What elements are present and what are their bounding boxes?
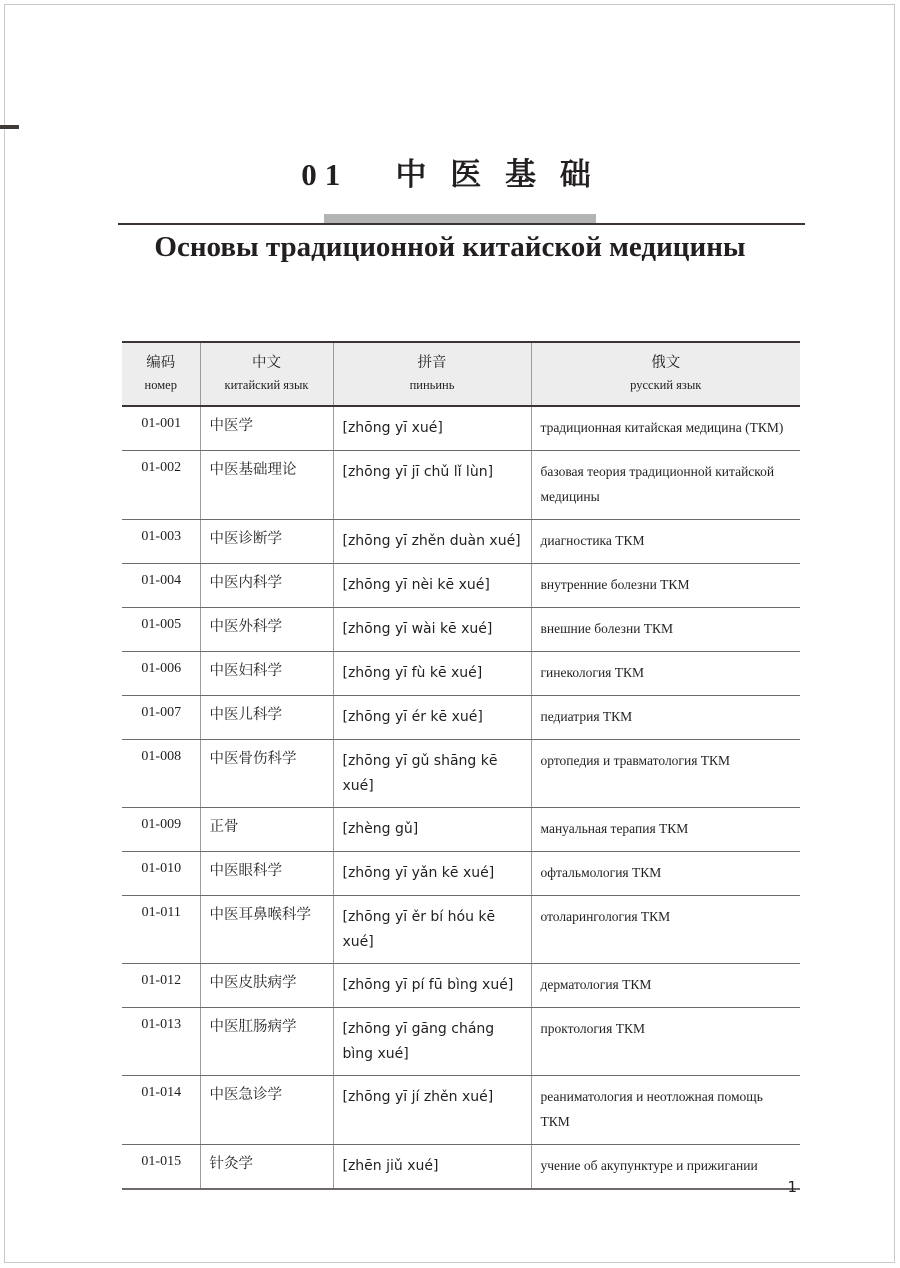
table-row bbox=[122, 1008, 800, 1076]
column-header-chinese-ru: китайский язык bbox=[224, 378, 309, 393]
page-number: 1 bbox=[787, 1178, 797, 1196]
cell-russian: внешние болезни ТКМ bbox=[531, 608, 800, 652]
table-row bbox=[122, 740, 800, 808]
cell-russian: гинекология ТКМ bbox=[531, 652, 800, 696]
cell-pinyin: [zhōng yī pí fū bìng xué] bbox=[333, 964, 531, 1008]
table-row bbox=[122, 852, 800, 896]
cell-pinyin: [zhōng yī zhěn duàn xué] bbox=[333, 520, 531, 564]
cell-pinyin: [zhōng yī ěr bí hóu kē xué] bbox=[333, 896, 531, 964]
cell-chinese: 中医外科学 bbox=[200, 608, 333, 652]
cell-chinese: 中医肛肠病学 bbox=[200, 1008, 333, 1076]
table-row bbox=[122, 1076, 800, 1145]
heading-divider bbox=[118, 223, 805, 225]
cell-code: 01-001 bbox=[122, 406, 200, 450]
cell-pinyin: [zhōng yī xué] bbox=[333, 406, 531, 450]
cell-pinyin: [zhōng yī jí zhěn xué] bbox=[333, 1076, 531, 1145]
cell-chinese: 中医耳鼻喉科学 bbox=[200, 896, 333, 964]
cell-pinyin: [zhèng gǔ] bbox=[333, 808, 531, 852]
cell-russian: педиатрия ТКМ bbox=[531, 696, 800, 740]
chapter-title: 01 中 医 基 础 bbox=[301, 157, 599, 192]
cell-russian: ортопедия и травматология ТКМ bbox=[531, 740, 800, 808]
table-row bbox=[122, 406, 800, 450]
cell-code: 01-011 bbox=[122, 896, 200, 964]
column-header-russian-zh: 俄文 bbox=[651, 355, 681, 371]
cell-chinese: 中医儿科学 bbox=[200, 696, 333, 740]
cell-code: 01-007 bbox=[122, 696, 200, 740]
heading-rule-group bbox=[118, 214, 805, 226]
column-header-code-zh: 编码 bbox=[146, 355, 176, 371]
cell-russian: проктология ТКМ bbox=[531, 1008, 800, 1076]
cell-chinese: 中医急诊学 bbox=[200, 1076, 333, 1145]
cell-russian: базовая теория традиционной китайской медицины bbox=[531, 451, 800, 520]
chapter-subtitle: Основы традиционной китайской медицины bbox=[154, 231, 746, 263]
accent-bar bbox=[324, 214, 596, 223]
cell-pinyin: [zhōng yī ér kē xué] bbox=[333, 696, 531, 740]
cell-chinese: 正骨 bbox=[200, 808, 333, 852]
cell-russian: офтальмология ТКМ bbox=[531, 852, 800, 896]
cell-chinese: 中医基础理论 bbox=[200, 451, 333, 520]
cell-code: 01-008 bbox=[122, 740, 200, 808]
table-row bbox=[122, 520, 800, 564]
column-header-pinyin bbox=[333, 342, 531, 406]
cell-code: 01-012 bbox=[122, 964, 200, 1008]
table-header bbox=[122, 342, 800, 406]
cell-russian: внутренние болезни ТКМ bbox=[531, 564, 800, 608]
cell-pinyin: [zhōng yī jī chǔ lǐ lùn] bbox=[333, 451, 531, 520]
cell-code: 01-004 bbox=[122, 564, 200, 608]
column-header-pinyin-ru: пиньинь bbox=[409, 378, 455, 393]
cell-pinyin: [zhōng yī gāng cháng bìng xué] bbox=[333, 1008, 531, 1076]
cell-chinese: 中医骨伤科学 bbox=[200, 740, 333, 808]
terminology-table bbox=[122, 341, 800, 1190]
cell-pinyin: [zhōng yī yǎn kē xué] bbox=[333, 852, 531, 896]
table-row bbox=[122, 696, 800, 740]
cell-pinyin: [zhōng yī nèi kē xué] bbox=[333, 564, 531, 608]
cell-russian: учение об акупунктуре и прижигании bbox=[531, 1145, 800, 1189]
column-header-russian bbox=[531, 342, 800, 406]
cell-russian: традиционная китайская медицина (ТКМ) bbox=[531, 406, 800, 450]
cell-russian: реаниматология и неотложная помощь ТКМ bbox=[531, 1076, 800, 1145]
table-body bbox=[122, 406, 800, 1189]
table-row bbox=[122, 652, 800, 696]
cell-code: 01-002 bbox=[122, 451, 200, 520]
cell-code: 01-005 bbox=[122, 608, 200, 652]
cell-code: 01-014 bbox=[122, 1076, 200, 1145]
column-header-code bbox=[122, 342, 200, 406]
cell-russian: отоларингология ТКМ bbox=[531, 896, 800, 964]
chapter-heading bbox=[0, 158, 900, 192]
cell-code: 01-006 bbox=[122, 652, 200, 696]
table-row bbox=[122, 964, 800, 1008]
cell-pinyin: [zhōng yī fù kē xué] bbox=[333, 652, 531, 696]
cell-code: 01-013 bbox=[122, 1008, 200, 1076]
table-row bbox=[122, 564, 800, 608]
cell-chinese: 中医妇科学 bbox=[200, 652, 333, 696]
cell-code: 01-010 bbox=[122, 852, 200, 896]
table-row bbox=[122, 451, 800, 520]
cell-code: 01-015 bbox=[122, 1145, 200, 1189]
column-header-russian-ru: русский язык bbox=[630, 378, 702, 393]
table-row bbox=[122, 608, 800, 652]
cell-chinese: 中医诊断学 bbox=[200, 520, 333, 564]
cell-russian: дерматология ТКМ bbox=[531, 964, 800, 1008]
cell-pinyin: [zhōng yī gǔ shāng kē xué] bbox=[333, 740, 531, 808]
cell-chinese: 中医内科学 bbox=[200, 564, 333, 608]
cell-russian: мануальная терапия ТКМ bbox=[531, 808, 800, 852]
cell-chinese: 中医眼科学 bbox=[200, 852, 333, 896]
column-header-code-ru: номер bbox=[144, 378, 177, 393]
cell-code: 01-003 bbox=[122, 520, 200, 564]
cell-pinyin: [zhēn jiǔ xué] bbox=[333, 1145, 531, 1189]
cell-chinese: 中医皮肤病学 bbox=[200, 964, 333, 1008]
table-row bbox=[122, 896, 800, 964]
cell-chinese: 中医学 bbox=[200, 406, 333, 450]
cell-chinese: 针灸学 bbox=[200, 1145, 333, 1189]
table-row bbox=[122, 808, 800, 852]
column-header-pinyin-zh: 拼音 bbox=[417, 355, 447, 371]
left-edge-mark bbox=[0, 125, 19, 129]
column-header-chinese-zh: 中文 bbox=[252, 355, 281, 371]
cell-russian: диагностика ТКМ bbox=[531, 520, 800, 564]
cell-code: 01-009 bbox=[122, 808, 200, 852]
table-header-row bbox=[122, 342, 800, 406]
column-header-chinese bbox=[200, 342, 333, 406]
cell-pinyin: [zhōng yī wài kē xué] bbox=[333, 608, 531, 652]
